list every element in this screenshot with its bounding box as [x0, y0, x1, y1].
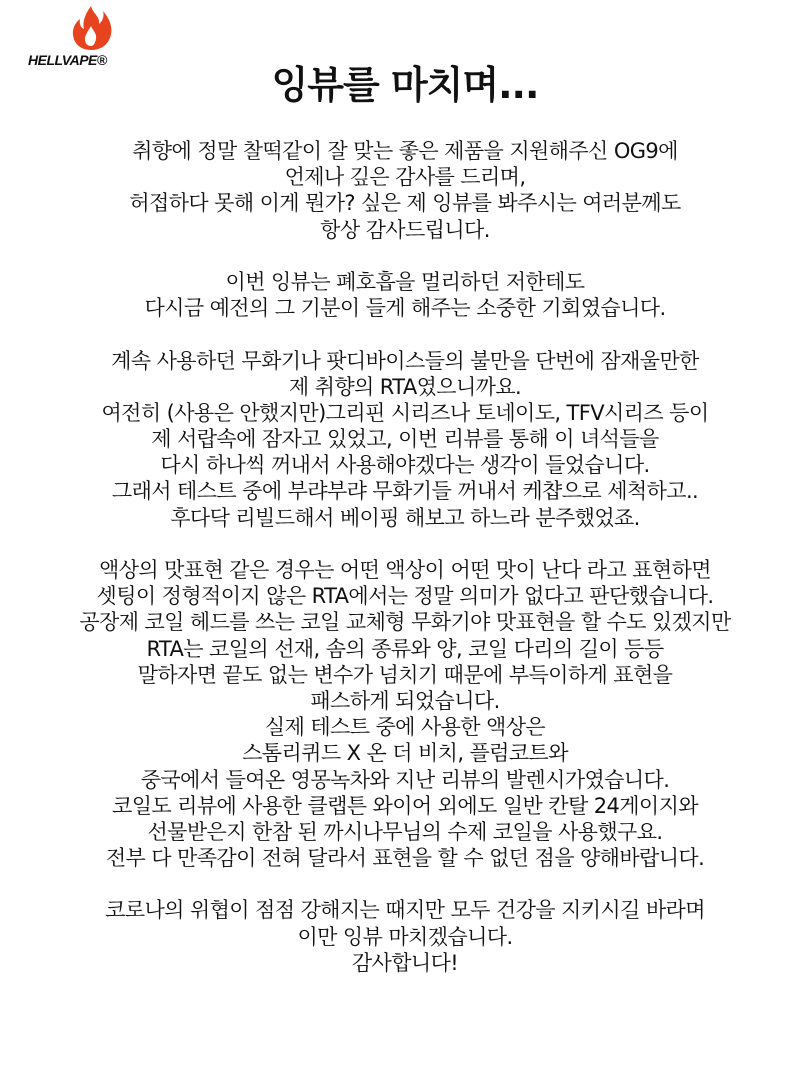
- article-body: [0, 138, 810, 976]
- paragraph-4: [0, 557, 810, 871]
- text-line: 전부 다 만족감이 전혀 달라서 표현을 할 수 없던 점을 양해바랍니다.: [105, 846, 705, 871]
- text-line: 공장제 코일 헤드를 쓰는 코일 교체형 무화기야 맛표현을 할 수도 있겠지만: [79, 610, 731, 635]
- text-line: 취향에 정말 찰떡같이 잘 맞는 좋은 제품을 지원해주신 OG9에: [132, 139, 678, 163]
- brand-logo-text: HELLVAPE®: [28, 52, 107, 68]
- text-line: 중국에서 들여온 영몽녹차와 지난 리뷰의 발렌시가였습니다.: [140, 767, 670, 792]
- text-line: 항상 감사드립니다.: [320, 217, 490, 242]
- paragraph-3: [0, 348, 810, 531]
- paragraph-gap: [0, 531, 810, 557]
- page-title: 잉뷰를 마치며...: [271, 63, 539, 107]
- paragraph-gap: [0, 871, 810, 897]
- text-line: 셋팅이 정형적이지 않은 RTA에서는 정말 의미가 없다고 판단했습니다.: [96, 584, 714, 609]
- text-line: 실제 테스트 중에 사용한 액상은: [264, 715, 546, 740]
- text-line: 그래서 테스트 중에 부랴부랴 무화기들 꺼내서 케챱으로 세척하고..: [111, 479, 699, 504]
- text-line: 감사합니다!: [351, 950, 459, 975]
- text-line: 패스하게 되었습니다.: [310, 688, 500, 713]
- text-line: 액상의 맛표현 같은 경우는 어떤 액상이 어떤 맛이 난다 라고 표현하면: [99, 558, 711, 582]
- text-line: 제 취향의 RTA였으니까요.: [288, 374, 522, 399]
- text-line: 이만 잉뷰 마치겠습니다.: [297, 924, 513, 949]
- text-line: 다시금 예전의 그 기분이 들게 해주는 소중한 기회였습니다.: [144, 296, 666, 321]
- text-line: 다시 하나씩 꺼내서 사용해야겠다는 생각이 들었습니다.: [160, 453, 650, 478]
- paragraph-gap: [0, 321, 810, 347]
- paragraph-gap: [0, 243, 810, 269]
- text-line: 코로나의 위협이 점점 강해지는 때지만 모두 건강을 지키시길 바라며: [105, 898, 705, 923]
- text-line: 여전히 (사용은 안했지만)그리핀 시리즈나 토네이도, TFV시리즈 등이: [101, 400, 709, 425]
- text-line: 제 서랍속에 잠자고 있었고, 이번 리뷰를 통해 이 녀석들을: [151, 427, 659, 452]
- text-line: 언제나 깊은 감사를 드리며,: [284, 165, 526, 190]
- paragraph-2: [0, 269, 810, 321]
- text-line: 스톰리퀴드 X 온 더 비치, 플럼코트와: [242, 741, 568, 766]
- text-line: 이번 잉뷰는 폐호흡을 멀리하던 저한테도: [225, 269, 585, 294]
- text-line: 후다닥 리빌드해서 베이핑 해보고 하느라 분주했었죠.: [170, 505, 640, 530]
- text-line: RTA는 코일의 선재, 솜의 종류와 양, 코일 다리의 길이 등등: [146, 636, 664, 661]
- flame-icon: [66, 4, 116, 54]
- text-line: 허접하다 못해 이게 뭔가? 싶은 제 잉뷰를 봐주시는 여러분께도: [129, 191, 681, 216]
- paragraph-5: [0, 897, 810, 976]
- text-line: 계속 사용하던 무화기나 팟디바이스들의 불만을 단번에 잠재울만한: [111, 348, 699, 373]
- paragraph-1: [0, 138, 810, 243]
- text-line: 선물받은지 한참 된 까시나무님의 수제 코일을 사용했구요.: [147, 819, 663, 844]
- text-line: 코일도 리뷰에 사용한 클랩튼 와이어 외에도 일반 칸탈 24게이지와: [112, 793, 698, 818]
- text-line: 말하자면 끝도 없는 변수가 넘치기 때문에 부득이하게 표현을: [137, 662, 673, 687]
